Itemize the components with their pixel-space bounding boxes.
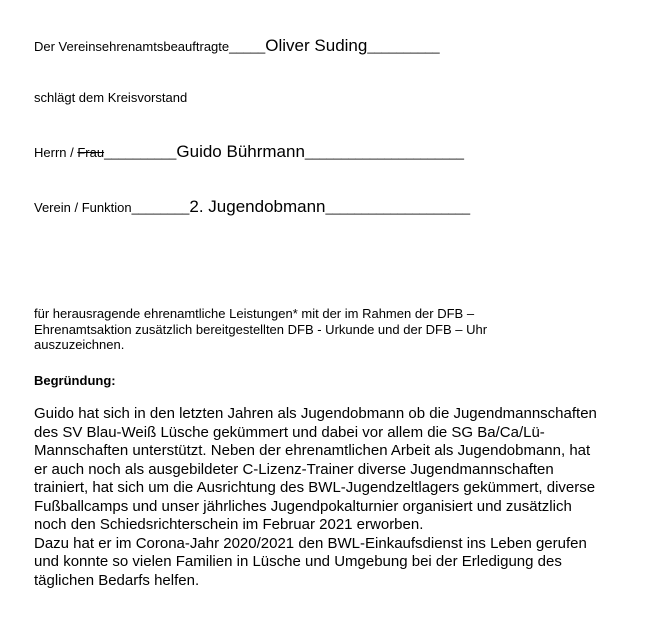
- reason-heading: Begründung:: [34, 373, 116, 388]
- blank-underline: __________: [367, 39, 440, 54]
- salutation-label: Herrn /: [34, 145, 78, 160]
- reason-line: Guido hat sich in den letzten Jahren als Jugendobmann ob die Jugendmannschaften: [34, 405, 597, 422]
- reason-body: [34, 405, 659, 590]
- club-function-value: 2. Jugendobmann: [189, 197, 326, 216]
- nomination-paragraph: [34, 306, 654, 353]
- blank-underline: _____: [229, 39, 266, 54]
- nominator-name: Oliver Suding: [265, 36, 368, 55]
- reason-line: noch den Schiedsrichterschein im Februar 2021 erworben.: [34, 516, 424, 533]
- proposes-text: schlägt dem Kreisvorstand: [34, 90, 188, 105]
- blank-underline: ______________________: [304, 145, 464, 160]
- form-line-nominator: [34, 38, 440, 54]
- form-line-proposes: [34, 90, 187, 105]
- blank-underline: ____________________: [325, 200, 471, 215]
- reason-line: Dazu hat er im Corona-Jahr 2020/2021 den BWL-Einkaufsdienst ins Leben gerufen: [34, 534, 587, 552]
- blank-underline: __________: [104, 145, 177, 160]
- form-line-nominee: [34, 144, 464, 160]
- reason-line: und konnte so vielen Familien in Lüsche und Umgebung bei der Erledigung des: [34, 553, 562, 570]
- nomination-line: für herausragende ehrenamtliche Leistungen* mit der im Rahmen der DFB –: [34, 306, 475, 321]
- nominee-name: Guido Bührmann: [176, 142, 305, 161]
- club-function-label: Verein / Funktion: [34, 200, 132, 215]
- reason-line: Mannschaften unterstützt. Neben der ehrenamtlichen Arbeit als Jugendobmann, hat: [34, 442, 591, 459]
- form-line-club-function: [34, 199, 470, 215]
- nomination-line: auszuzeichnen.: [34, 337, 125, 352]
- blank-underline: ________: [131, 200, 190, 215]
- reason-line: täglichen Bedarfs helfen.: [34, 571, 200, 589]
- reason-line: trainiert, hat sich um die Ausrichtung des BWL-Jugendzeltlagers gekümmert, diverse: [34, 479, 596, 496]
- reason-line: des SV Blau-Weiß Lüsche gekümmert und dabei vor allem die SG Ba/Ca/Lü-: [34, 423, 545, 441]
- nomination-line: Ehrenamtsaktion zusätzlich bereitgestellten DFB - Urkunde und der DFB – Uhr: [34, 321, 488, 337]
- reason-line: er auch noch als ausgebildeter C-Lizenz-Trainer diverse Jugendmannschaften: [34, 460, 554, 478]
- nominator-label: Der Vereinsehrenamtsbeauftragte: [34, 39, 230, 54]
- salutation-struck: Frau: [77, 145, 105, 160]
- reason-line: Fußballcamps und unser jährliches Jugendpokalturnier organisiert und zusätzlich: [34, 497, 572, 515]
